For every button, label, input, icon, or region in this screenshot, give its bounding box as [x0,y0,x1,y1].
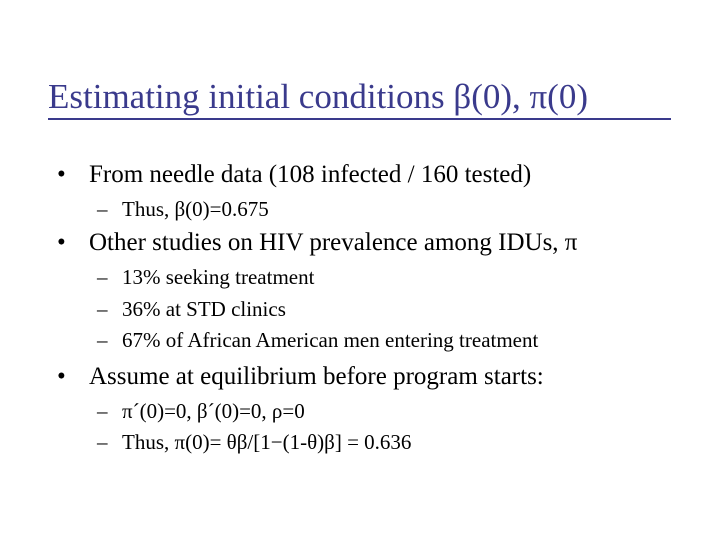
sub-bullet-item [97,296,286,322]
bullet-item [57,160,531,190]
sub-bullet-marker: – [97,297,108,321]
sub-bullet-item [97,264,314,290]
sub-bullet-text: Thus, β(0)=0.675 [122,197,269,221]
bullet-marker: • [57,363,66,390]
sub-bullet-text: π´(0)=0, β´(0)=0, ρ=0 [122,399,305,423]
bullet-item [57,228,577,258]
sub-bullet-item [97,327,538,353]
sub-bullet-item [97,196,269,222]
sub-bullet-marker: – [97,399,108,423]
sub-bullet-marker: – [97,197,108,221]
sub-bullet-text: 67% of African American men entering treatment [122,328,539,352]
title-underline [48,118,671,120]
sub-bullet-item [97,398,305,424]
sub-bullet-text: Thus, π(0)= θβ/[1−(1-θ)β] = 0.636 [122,430,412,454]
bullet-marker: • [57,229,66,256]
bullet-text: Other studies on HIV prevalence among IDUs, π [89,229,578,256]
bullet-item [57,362,544,392]
sub-bullet-item [97,429,411,455]
sub-bullet-marker: – [97,430,108,454]
sub-bullet-marker: – [97,265,108,289]
bullet-text: From needle data (108 infected / 160 tested) [89,161,532,188]
sub-bullet-marker: – [97,328,108,352]
sub-bullet-text: 36% at STD clinics [122,297,286,321]
sub-bullet-text: 13% seeking treatment [122,265,315,289]
slide-title: Estimating initial conditions β(0), π(0) [48,77,588,116]
bullet-marker: • [57,161,66,188]
bullet-text: Assume at equilibrium before program starts: [89,363,544,390]
